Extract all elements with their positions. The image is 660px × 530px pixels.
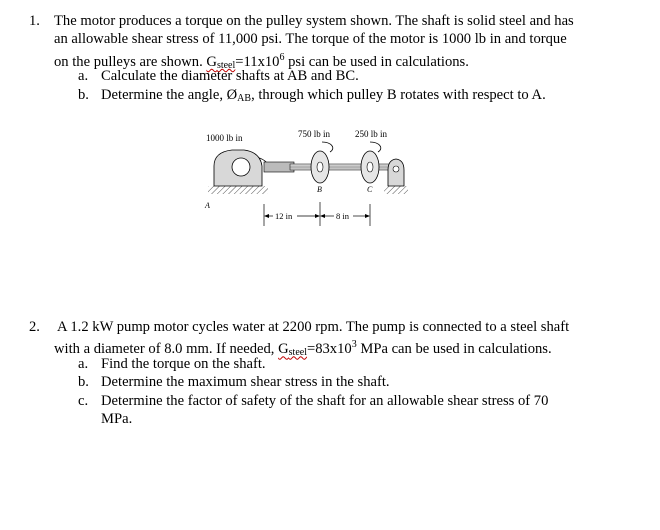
dim-label-ab: 12 in: [275, 211, 293, 221]
g-letter: G: [206, 53, 217, 70]
problem-1-number: 1.: [29, 13, 40, 29]
pulley-b-hub: [317, 162, 323, 172]
problem-2-number: 2.: [29, 319, 40, 335]
label-c: C: [367, 185, 373, 194]
right-bearing: [388, 159, 404, 186]
part-1b-label: b.: [78, 86, 89, 103]
ground-hatch-right: [384, 186, 408, 194]
torque-label-c: 250 lb in: [355, 129, 388, 139]
torque-label-motor: 1000 lb in: [206, 133, 243, 143]
torque-arrow-c: [370, 142, 381, 152]
problem-2-line-1: A 1.2 kW pump motor cycles water at 2200 rpm. The pump is connected to a steel shaft: [57, 319, 570, 335]
dim-arrowhead-ab-right: [315, 214, 320, 218]
p2-g-subscript: steel: [288, 347, 307, 359]
part-2a-text: Find the torque on the shaft.: [101, 355, 266, 372]
shear-modulus-exponent: 6: [279, 51, 285, 63]
part-2b-label: b.: [78, 374, 89, 391]
shaft-coupling: [264, 162, 294, 172]
part-2a-label: a.: [78, 355, 89, 372]
label-b: B: [317, 185, 322, 194]
problem-1-line-2: an allowable shear stress of 11,000 psi. The torque of the motor is 1000 lb in and torque: [54, 31, 567, 48]
angle-subscript: AB: [237, 92, 252, 104]
g-subscript: steel: [216, 59, 236, 71]
right-bearing-hole: [393, 166, 399, 172]
part-1b-prefix: Determine the angle, Ø: [101, 86, 238, 103]
pulley-system-figure: [0, 128, 660, 248]
p2-g-letter: G: [278, 341, 289, 358]
line-3-prefix: on the pulleys are shown.: [54, 53, 207, 70]
part-1b-suffix: , through which pulley B rotates with respect to A.: [251, 86, 546, 103]
torque-arrow-b: [322, 142, 333, 152]
part-2c-text-line-2: MPa.: [101, 411, 133, 427]
motor-hub: [232, 158, 250, 176]
shear-modulus-value: =11x10: [235, 53, 280, 70]
p2-line-2-suffix: MPa can be used in calculations.: [356, 341, 552, 358]
pulley-c-hub: [367, 162, 373, 172]
shaft: [290, 164, 400, 170]
part-1a-label: a.: [78, 68, 89, 85]
part-1b-text: [101, 86, 546, 108]
line-3-suffix: psi can be used in calculations.: [284, 53, 469, 70]
dim-arrowhead-bc-left: [320, 214, 325, 218]
p2-shear-modulus-exponent: 3: [351, 339, 357, 351]
torque-label-b: 750 lb in: [298, 129, 331, 139]
ground-hatch-left: [208, 186, 268, 194]
problem-1-line-1: The motor produces a torque on the pulley system shown. The shaft is solid steel and has: [54, 13, 574, 29]
p2-shear-modulus-symbol: [278, 341, 307, 357]
label-a: A: [205, 201, 210, 210]
dim-label-bc: 8 in: [336, 211, 349, 221]
p2-line-2-prefix: with a diameter of 8.0 mm. If needed,: [54, 341, 279, 358]
part-2c-label: c.: [78, 392, 89, 409]
part-2b-text: Determine the maximum shear stress in the shaft.: [101, 374, 390, 391]
part-2c-text-line-1: Determine the factor of safety of the shaft for an allowable shear stress of 70: [101, 392, 549, 409]
dim-arrowhead-ab-left: [264, 214, 269, 218]
part-1a-text: Calculate the diameter shafts at AB and BC.: [101, 68, 359, 85]
p2-shear-modulus-value: =83x10: [306, 341, 352, 358]
dim-arrowhead-bc-right: [365, 214, 370, 218]
